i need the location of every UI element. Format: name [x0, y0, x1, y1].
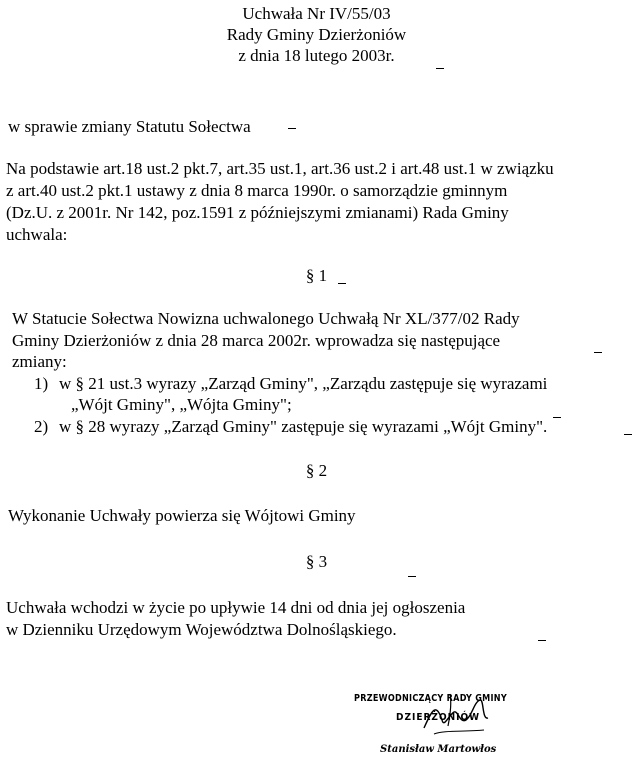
section-1-intro-line: W Statucie Sołectwa Nowizna uchwalonego Uchwałą Nr XL/377/02 Rady [12, 309, 520, 328]
resolution-subject: w sprawie zmiany Statutu Sołectwa [8, 117, 251, 136]
section-2-body-line: Wykonanie Uchwały powierza się Wójtowi Gminy [8, 506, 356, 525]
stamp-signatory: Stanisław Martowłos [380, 744, 497, 755]
list-item-line: w § 21 ust.3 wyrazy „Zarząd Gminy", „Zarządu zastępuje się wyrazami [59, 374, 548, 393]
section-heading-3: § 3 [305, 552, 328, 571]
preamble-line: z art.40 ust.2 pkt.1 ustawy z dnia 8 marca 1990r. o samorządzie gminnym [6, 181, 508, 200]
handwritten-signature-icon [414, 690, 504, 740]
stamp-title: PRZEWODNICZĄCY RADY GMINY [354, 693, 507, 704]
scan-mark [624, 434, 632, 435]
section-heading-1: § 1 [305, 266, 328, 285]
stamp-council-name: DZIERŻONIÓW [396, 712, 481, 723]
scan-mark [436, 68, 444, 69]
list-item-line: „Wójt Gminy", „Wójta Gminy"; [71, 395, 292, 414]
resolution-date: z dnia 18 lutego 2003r. [238, 46, 395, 65]
scan-mark [553, 417, 561, 418]
resolution-title: Uchwała Nr IV/55/03 [242, 4, 391, 23]
scan-mark [408, 576, 416, 577]
scan-mark [538, 640, 546, 641]
scan-mark [288, 128, 296, 129]
preamble-line: uchwala: [6, 225, 68, 244]
scan-mark [594, 352, 602, 353]
list-item-number: 1) [34, 374, 49, 393]
section-heading-2: § 2 [305, 461, 328, 480]
resolution-issuer: Rady Gminy Dzierżoniów [226, 25, 407, 44]
official-stamp [354, 688, 633, 756]
list-item-number: 2) [34, 417, 49, 436]
section-1-intro-line: zmiany: [12, 352, 67, 371]
section-1-intro-line: Gminy Dzierżoniów z dnia 28 marca 2002r. wprowadza się następujące [12, 331, 501, 350]
section-3-body-line: Uchwała wchodzi w życie po upływie 14 dni od dnia jej ogłoszenia [6, 598, 466, 617]
preamble-line: (Dz.U. z 2001r. Nr 142, poz.1591 z późniejszymi zmianami) Rada Gminy [6, 203, 509, 222]
list-item-line: w § 28 wyrazy „Zarząd Gminy" zastępuje się wyrazami „Wójt Gminy". [59, 417, 548, 436]
scan-mark [338, 283, 346, 284]
preamble-line: Na podstawie art.18 ust.2 pkt.7, art.35 ust.1, art.36 ust.2 i art.48 ust.1 w związku [6, 159, 554, 178]
section-3-body-line: w Dzienniku Urzędowym Województwa Dolnośląskiego. [6, 620, 397, 639]
